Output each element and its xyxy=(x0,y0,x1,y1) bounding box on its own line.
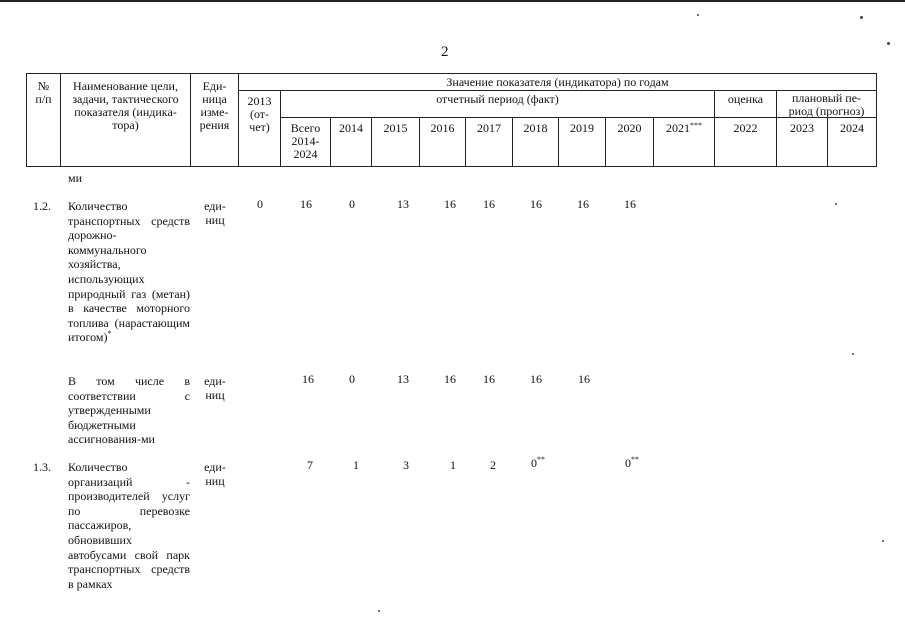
header-year-2019 xyxy=(558,117,606,167)
value-2015: 13 xyxy=(397,197,409,211)
value-2017: 16 xyxy=(483,197,495,211)
row-description-mark: * xyxy=(107,329,112,339)
continuation-text: ми xyxy=(68,171,83,185)
year-2021-mark: *** xyxy=(690,121,702,130)
header-year-2022 xyxy=(714,117,777,167)
header-year-2020 xyxy=(605,117,654,167)
year-2015: 2015 xyxy=(383,121,408,135)
value-2018 xyxy=(518,456,558,471)
value-total: 16 xyxy=(302,372,314,386)
scan-speck xyxy=(852,353,854,355)
value-total: 16 xyxy=(300,197,312,211)
row-description: Количество организаций - производителей услуг по перевозке пассажиров, обновивших автобусами свой парк транспортных средств в рамках xyxy=(68,460,190,591)
year-2016: 2016 xyxy=(430,121,455,135)
scan-top-edge xyxy=(0,0,905,2)
value-2020-mark: ** xyxy=(631,455,639,464)
header-unit-label: Еди-ница изме-рения xyxy=(199,79,230,132)
value-2013: 0 xyxy=(257,197,263,211)
value-total: 7 xyxy=(307,458,313,472)
value-2018-mark: ** xyxy=(537,455,545,464)
header-year-2021 xyxy=(653,117,715,167)
scan-speck xyxy=(697,14,699,16)
value-2014: 0 xyxy=(349,372,355,386)
header-estimate xyxy=(714,90,777,118)
row-description: В том числе в соответствии с утвержденными бюджетными ассигнования-ми xyxy=(68,374,190,447)
year-2024: 2024 xyxy=(840,121,864,135)
year-2019: 2019 xyxy=(570,121,594,135)
header-2013 xyxy=(238,90,281,167)
header-no-label: № п/п xyxy=(35,79,52,106)
scan-speck xyxy=(882,540,884,542)
year-2022: 2022 xyxy=(733,121,758,135)
value-2016: 1 xyxy=(450,458,456,472)
value-2014: 0 xyxy=(349,197,355,211)
header-year-2016 xyxy=(419,117,466,167)
value-2015: 13 xyxy=(397,372,409,386)
row-unit: еди-ниц xyxy=(204,460,226,488)
header-values xyxy=(238,73,877,91)
value-2020-text: 0 xyxy=(625,456,631,470)
scan-speck xyxy=(378,610,380,612)
header-name-label: Наименование цели, задачи, тактического показателя (индика-тора) xyxy=(72,79,179,132)
header-year-2014 xyxy=(330,117,372,167)
scan-speck xyxy=(887,42,890,45)
year-2017: 2017 xyxy=(477,121,501,135)
header-year-2015 xyxy=(371,117,420,167)
row-unit: еди-ниц xyxy=(204,199,226,227)
year-2021-label: 2021 xyxy=(666,121,690,135)
header-total xyxy=(280,117,331,167)
header-unit xyxy=(190,73,239,167)
year-2023: 2023 xyxy=(790,121,814,135)
scan-speck xyxy=(835,203,837,205)
year-2021 xyxy=(654,122,714,135)
value-2019: 16 xyxy=(578,372,590,386)
value-2015: 3 xyxy=(403,458,409,472)
header-year-2023 xyxy=(776,117,828,167)
value-2019: 16 xyxy=(577,197,589,211)
header-fact xyxy=(280,90,715,118)
value-2016: 16 xyxy=(444,197,456,211)
header-name xyxy=(60,73,191,167)
row-number: 1.3. xyxy=(33,460,51,474)
value-2020: 16 xyxy=(624,197,636,211)
scan-speck xyxy=(860,16,863,19)
value-2016: 16 xyxy=(444,372,456,386)
row-description xyxy=(68,199,190,345)
year-2020: 2020 xyxy=(617,121,642,135)
header-no xyxy=(26,73,61,167)
header-2013-label: 2013 (от-чет) xyxy=(247,94,272,134)
row-description-text: Количество транспортных средств дорожно-коммунального хозяйства, использующих природный газ (метан) в качестве моторного топлива (нарастающим итогом) xyxy=(68,199,190,345)
value-2020 xyxy=(612,456,652,471)
row-unit: еди-ниц xyxy=(204,374,226,402)
page-number: 2 xyxy=(441,44,449,60)
header-year-2017 xyxy=(465,117,513,167)
header-fact-label: отчетный период (факт) xyxy=(436,92,559,106)
value-2017: 2 xyxy=(490,458,496,472)
header-year-2018 xyxy=(512,117,559,167)
year-2014: 2014 xyxy=(339,121,363,135)
header-plan xyxy=(776,90,877,118)
value-2018: 16 xyxy=(530,372,542,386)
value-2014: 1 xyxy=(353,458,359,472)
header-plan-label: плановый пе-риод (прогноз) xyxy=(788,91,865,118)
header-year-2024 xyxy=(827,117,877,167)
header-values-label: Значение показателя (индикатора) по годам xyxy=(446,75,669,89)
value-2017: 16 xyxy=(483,372,495,386)
row-number: 1.2. xyxy=(33,199,51,213)
header-estimate-label: оценка xyxy=(727,92,764,106)
year-2018: 2018 xyxy=(523,121,548,135)
value-2018-text: 0 xyxy=(531,456,537,470)
header-total-label: Всего 2014-2024 xyxy=(290,121,321,161)
value-2018: 16 xyxy=(530,197,542,211)
